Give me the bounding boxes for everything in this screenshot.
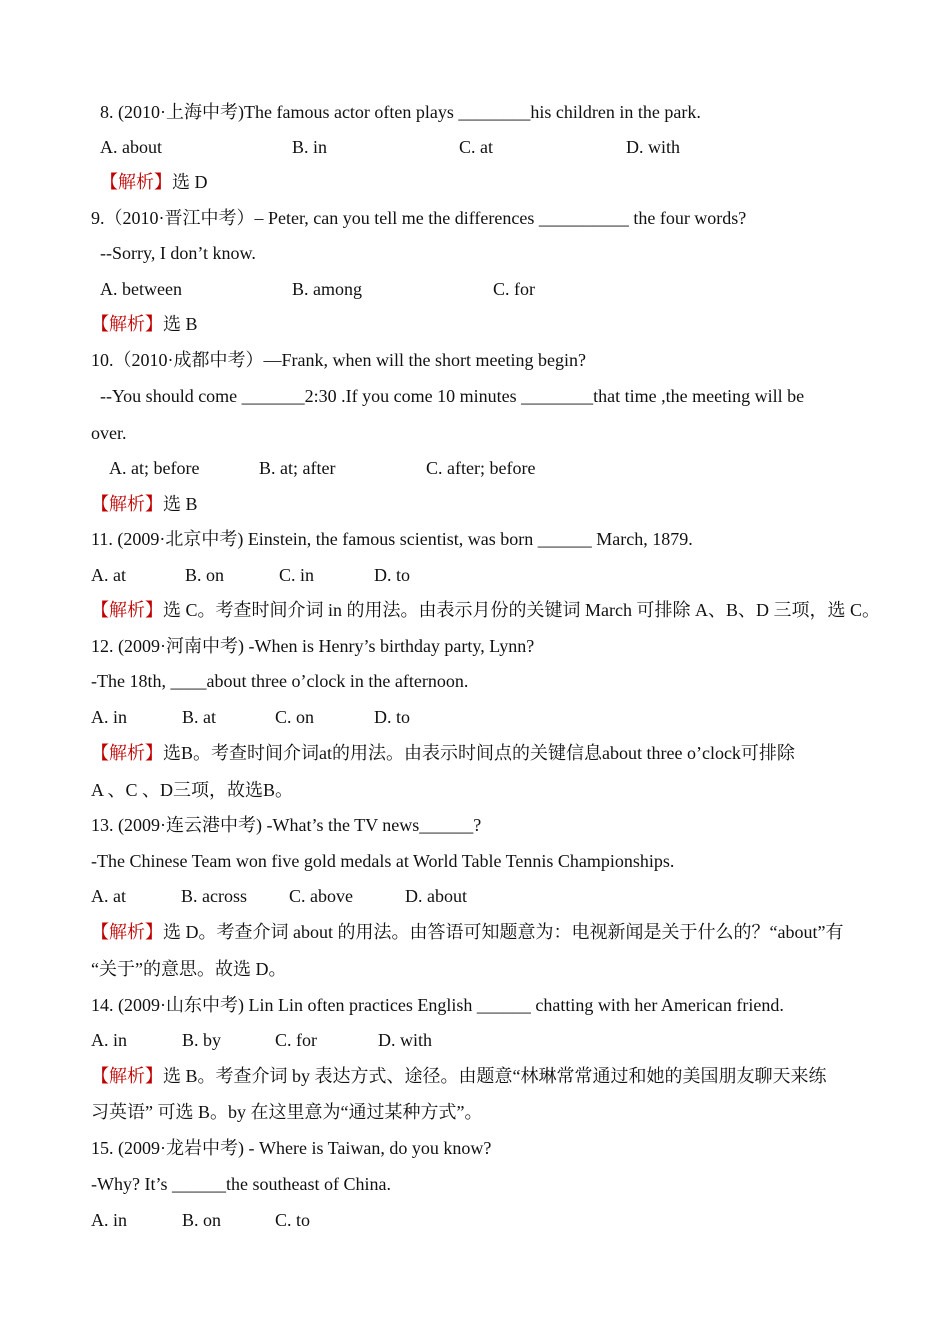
q14-stem: 14. (2009·山东中考) Lin Lin often practices English ______ chatting with her American friend.	[91, 995, 784, 1015]
q9-stem: 9.（2010·晋江中考）– Peter, can you tell me the differences __________ the four words?	[91, 208, 747, 228]
q14-option-d: D. with	[378, 1030, 432, 1050]
analysis-text: 选 B	[163, 494, 198, 514]
analysis-label: 【解析】	[91, 1066, 163, 1086]
q15-option-a: A. in	[91, 1210, 127, 1230]
q9-option-b: B. among	[292, 279, 362, 299]
analysis-label: 【解析】	[91, 922, 163, 942]
q11-stem: 11. (2009·北京中考) Einstein, the famous scientist, was born ______ March, 1879.	[91, 529, 693, 549]
q13-option-a: A. at	[91, 886, 126, 906]
q9-analysis	[91, 311, 198, 337]
analysis-text: 选 C。考查时间介词 in 的用法。由表示月份的关键词 March 可排除 A、B、D 三项，选 C。	[163, 600, 880, 620]
analysis-text: 选B。考查时间介词at的用法。由表示时间点的关键信息about three o’clock可排除	[163, 743, 795, 763]
analysis-text: 选 B	[163, 314, 198, 334]
q11-option-d: D. to	[374, 565, 410, 585]
q15-option-c: C. to	[275, 1210, 311, 1230]
q13-reply: -The Chinese Team won five gold medals at World Table Tennis Championships.	[91, 851, 675, 871]
q12-option-c: C. on	[275, 707, 315, 727]
q11-option-b: B. on	[185, 565, 225, 585]
q14-analysis-line1	[91, 1063, 827, 1089]
q8-stem: 8. (2010·上海中考)The famous actor often plays ________his children in the park.	[100, 102, 701, 122]
q11-analysis	[91, 597, 880, 623]
q13-analysis-line2: “关于”的意思。故选 D。	[91, 959, 287, 979]
q8-option-a: A. about	[100, 137, 162, 157]
q12-option-a: A. in	[91, 707, 127, 727]
q13-option-c: C. above	[289, 886, 353, 906]
q11-option-c: C. in	[279, 565, 315, 585]
q13-analysis-line1	[91, 919, 843, 945]
q13-stem: 13. (2009·连云港中考) -What’s the TV news______?	[91, 815, 482, 835]
q13-option-b: B. across	[181, 886, 247, 906]
q12-reply: -The 18th, ____about three o’clock in the afternoon.	[91, 671, 469, 691]
analysis-label: 【解析】	[100, 172, 172, 192]
q10-option-a: A. at; before	[109, 458, 200, 478]
q14-analysis-line2: 习英语” 可选 B。by 在这里意为“通过某种方式”。	[91, 1102, 483, 1122]
analysis-label: 【解析】	[91, 600, 163, 620]
q10-reply-line1: --You should come _______2:30 .If you come 10 minutes ________that time ,the meeting will be	[100, 386, 805, 406]
q15-reply: -Why? It’s ______the southeast of China.	[91, 1174, 391, 1194]
q14-option-a: A. in	[91, 1030, 127, 1050]
analysis-label: 【解析】	[91, 314, 163, 334]
q13-option-d: D. about	[405, 886, 467, 906]
q10-option-c: C. after; before	[426, 458, 536, 478]
analysis-text: 选 B。考查介词 by 表达方式、途径。由题意“林琳常常通过和她的美国朋友聊天来练	[163, 1066, 827, 1086]
q15-stem: 15. (2009·龙岩中考) - Where is Taiwan, do you know?	[91, 1138, 492, 1158]
q9-option-c: C. for	[493, 279, 535, 299]
q8-option-b: B. in	[292, 137, 328, 157]
analysis-label: 【解析】	[91, 494, 163, 514]
q14-option-c: C. for	[275, 1030, 317, 1050]
q12-analysis-line1	[91, 740, 795, 766]
q12-stem: 12. (2009·河南中考) -When is Henry’s birthday party, Lynn?	[91, 636, 535, 656]
q9-option-a: A. between	[100, 279, 182, 299]
q12-option-b: B. at	[182, 707, 216, 727]
q8-option-c: C. at	[459, 137, 493, 157]
q8-option-d: D. with	[626, 137, 680, 157]
q15-option-b: B. on	[182, 1210, 222, 1230]
q10-analysis	[91, 491, 198, 517]
q12-option-d: D. to	[374, 707, 410, 727]
q10-reply-line2: over.	[91, 423, 127, 443]
analysis-text: 选 D	[172, 172, 208, 192]
q10-stem: 10.（2010·成都中考）—Frank, when will the short meeting begin?	[91, 350, 586, 370]
analysis-label: 【解析】	[91, 743, 163, 763]
analysis-text: 选 D。考查介词 about 的用法。由答语可知题意为：电视新闻是关于什么的？“about”有	[163, 922, 844, 942]
q11-option-a: A. at	[91, 565, 126, 585]
q10-option-b: B. at; after	[259, 458, 336, 478]
q12-analysis-line2: A 、C 、D三项，故选B。	[91, 780, 294, 800]
q8-analysis	[100, 169, 208, 195]
q9-reply: --Sorry, I don’t know.	[100, 243, 256, 263]
q14-option-b: B. by	[182, 1030, 222, 1050]
